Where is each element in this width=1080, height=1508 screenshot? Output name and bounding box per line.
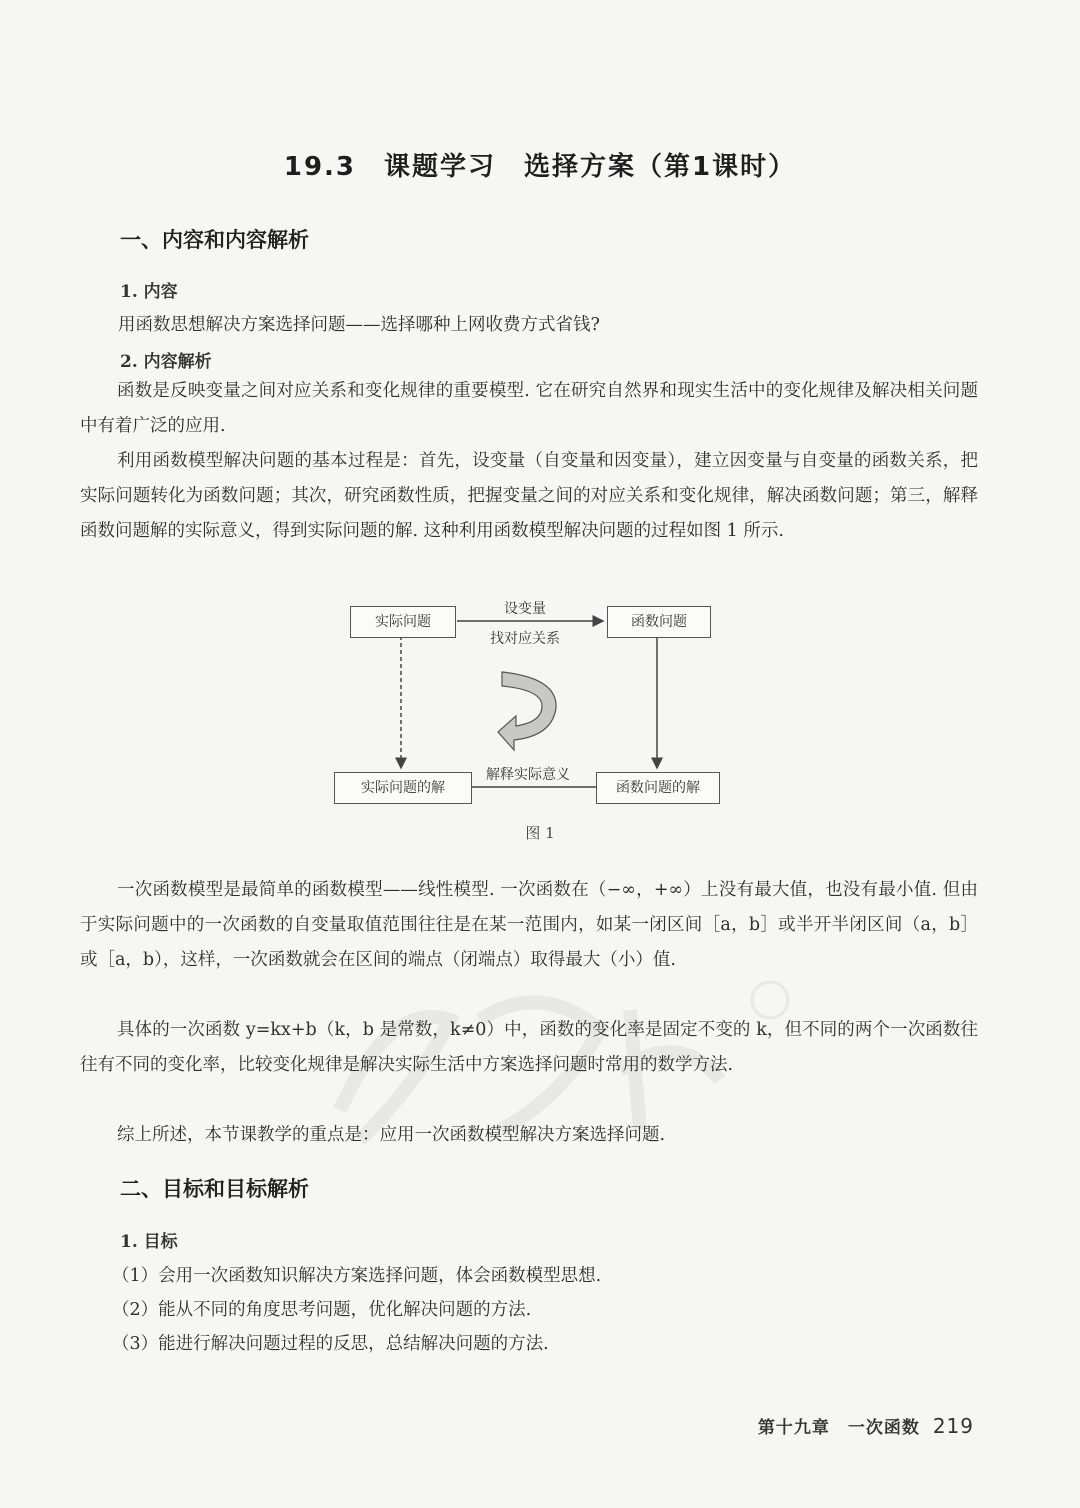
analysis-label: 2. 内容解析 [120,352,212,372]
section2-heading: 二、目标和目标解析 [120,1177,309,1201]
footer-chapter: 第十九章 一次函数 [757,1418,920,1438]
analysis-para-1: 函数是反映变量之间对应关系和变化规律的重要模型. 它在研究自然界和现实生活中的变化规律及解决相关问题中有着广泛的应用. [80,381,978,436]
goal-item: （1）会用一次函数知识解决方案选择问题，体会函数模型思想. [112,1266,602,1286]
goal-item: （2）能从不同的角度思考问题，优化解决问题的方法. [112,1300,532,1320]
content-label: 1. 内容 [120,282,178,302]
analysis-para-5: 综上所述，本节课教学的重点是：应用一次函数模型解决方案选择问题. [117,1125,666,1145]
analysis-para-2: 利用函数模型解决问题的基本过程是：首先，设变量（自变量和因变量），建立因变量与自变量的函数关系，把实际问题转化为函数问题；其次，研究函数性质，把握变量之间的对应关系和变化规律，解决函数问题；第三，解释函数问题解的实际意义，得到实际问题的解. 这种利用函数模型解决问题的过程如图 1 所示. [80,451,978,541]
goal-item: （3）能进行解决问题过程的反思，总结解决问题的方法. [112,1334,549,1354]
content-text: 用函数思想解决方案选择问题——选择哪种上网收费方式省钱? [118,315,600,335]
box-function-problem: 函数问题 [607,606,711,638]
box-actual-problem: 实际问题 [350,606,456,638]
label-interpret: 解释实际意义 [486,767,570,783]
page-title: 19.3 课题学习 选择方案（第1课时） [283,152,797,182]
goal-label: 1. 目标 [120,1232,178,1252]
page-number: 219 [932,1414,974,1438]
label-set-variable: 设变量 [504,601,546,617]
label-find-relation: 找对应关系 [490,631,560,647]
box-function-solution: 函数问题的解 [596,772,720,804]
page-footer [758,1413,974,1438]
box-actual-solution: 实际问题的解 [334,772,472,804]
section1-heading: 一、内容和内容解析 [120,228,309,252]
figure-caption: 图 1 [525,824,555,842]
process-diagram [320,590,740,820]
analysis-para-3: 一次函数模型是最简单的函数模型——线性模型. 一次函数在（−∞，+∞）上没有最大值，也没有最小值. 但由于实际问题中的一次函数的自变量取值范围往往是在某一范围内，如某一闭区间［a，b］或半开半闭区间（a，b］或［a，b），这样，一次函数就会在区间的端点（闭端点）取得最大（小）值. [80,880,978,970]
analysis-para-4: 具体的一次函数 y=kx+b（k，b 是常数，k≠0）中，函数的变化率是固定不变的 k，但不同的两个一次函数往往有不同的变化率，比较变化规律是解决实际生活中方案选择问题时常用的数学方法. [80,1020,978,1075]
